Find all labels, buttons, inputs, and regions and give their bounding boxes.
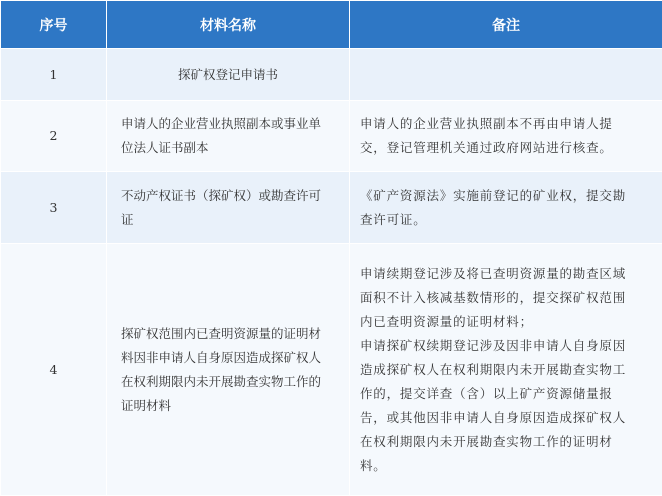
note-line: 查许可证。: [360, 208, 654, 232]
row-number: 3: [1, 172, 107, 244]
material-name: 探矿权登记申请书: [107, 49, 350, 101]
note-line: 申请人的企业营业执照副本不再由申请人提: [360, 112, 654, 136]
note-cell: [350, 101, 662, 172]
table-row: [1, 244, 662, 496]
table-row: [1, 172, 662, 244]
note-line: 申请续期登记涉及将已查明资源量的勘查区域: [360, 262, 654, 286]
note-line: 料。: [360, 454, 654, 478]
note-line: 交，登记管理机关通过政府网站进行核查。: [360, 136, 654, 160]
table-body: [1, 49, 662, 496]
note-line: 告，或其他因非申请人自身原因造成探矿权人: [360, 406, 654, 430]
material-line: 申请人的企业营业执照副本或事业单: [121, 112, 341, 136]
row-number: 2: [1, 101, 107, 172]
note-cell: [350, 244, 662, 496]
header-note: 备注: [350, 1, 662, 49]
material-name: [107, 244, 350, 496]
note-line: 《矿产资源法》实施前登记的矿业权，提交勘: [360, 184, 654, 208]
material-line: 料因非申请人自身原因造成探矿权人: [121, 346, 341, 370]
header-seq: 序号: [1, 1, 107, 49]
note-cell: [350, 49, 662, 101]
note-line: 面积不计入核减基数情形的，提交探矿权范围: [360, 286, 654, 310]
note-line: 申请探矿权续期登记涉及因非申请人自身原因: [360, 334, 654, 358]
note-line: 内已查明资源量的证明材料；: [360, 310, 654, 334]
material-line: 证: [121, 208, 341, 232]
note-line: 作的，提交详查（含）以上矿产资源储量报: [360, 382, 654, 406]
table-header: [1, 1, 662, 49]
table-row: [1, 49, 662, 101]
material-line: 位法人证书副本: [121, 136, 341, 160]
table-row: [1, 101, 662, 172]
row-number: 1: [1, 49, 107, 101]
header-material: 材料名称: [107, 1, 350, 49]
material-line: 探矿权范围内已查明资源量的证明材: [121, 322, 341, 346]
material-name: [107, 172, 350, 244]
note-line: 在权利期限内未开展勘查实物工作的证明材: [360, 430, 654, 454]
material-line: 在权利期限内未开展勘查实物工作的: [121, 370, 341, 394]
material-name: [107, 101, 350, 172]
row-number: 4: [1, 244, 107, 496]
note-cell: [350, 172, 662, 244]
material-line: 不动产权证书（探矿权）或勘查许可: [121, 184, 341, 208]
material-line: 证明材料: [121, 394, 341, 418]
note-line: 造成探矿权人在权利期限内未开展勘查实物工: [360, 358, 654, 382]
header-row: [1, 1, 662, 49]
